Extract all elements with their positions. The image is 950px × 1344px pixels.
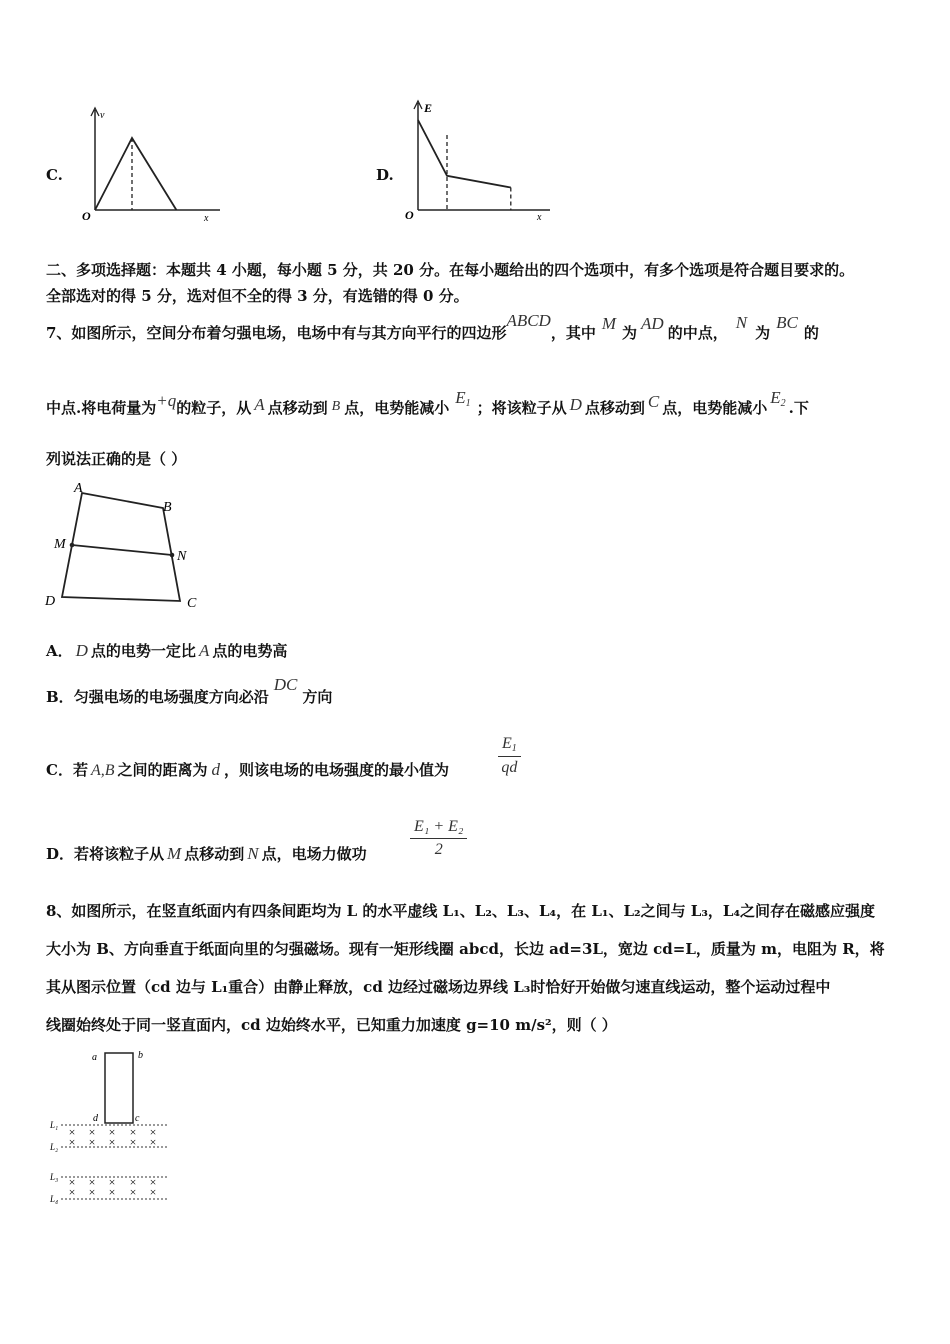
graph-d-origin: O [405,208,414,222]
label-l4: L₄ [50,1194,59,1204]
q7-option-d [46,843,367,865]
q7-text: 点移动到 [584,399,645,417]
label-coil-b: b [138,1050,143,1061]
math-abcd: ABCD [506,311,551,330]
label-d: D [45,594,56,609]
frac-den: qd [501,759,518,776]
q7-text: 点，电势能减小 [344,399,450,417]
math-m: M [601,314,617,333]
point-n [170,553,175,558]
q7-text: 的 [803,324,819,342]
field-cross-icon: × [129,1135,137,1149]
math-n: N [247,844,259,863]
q7-text: 为 [622,324,638,342]
field-cross-icon: × [108,1185,116,1199]
q7-text: 中点.将电荷量为 [46,399,157,417]
label-n: N [177,549,187,564]
math-c: C [647,392,660,411]
option-text: 点的电势一定比 [90,642,196,660]
math-bc: BC [776,313,798,332]
graph-c-series-line [95,138,176,210]
math-n: N [735,313,748,332]
label-l3: L₃ [50,1172,59,1182]
option-label: C． [46,761,73,779]
q7-text: 点移动到 [267,399,328,417]
field-cross-icon: × [88,1185,96,1199]
section2-line1: 二、多项选择题：本题共 4 小题，每小题 5 分，共 20 分。在每小题给出的四个选项中，有多个选项是符合题目要求的。 [46,261,855,279]
math-d: D [569,395,582,414]
field-cross-icon: × [149,1125,157,1139]
frac-num: E₁ + E₂ [410,818,467,839]
point-m [70,543,75,548]
q8-line4: 线圈始终处于同一竖直面内，cd 边始终水平，已知重力加速度 g=10 m/s²，则（ ） [46,1016,617,1034]
field-cross-icon: × [88,1175,96,1189]
q7-quadrilateral-figure [40,475,215,615]
math-e1-base: E [455,388,466,407]
graph-d-energy-figure [400,95,560,225]
graph-c-y-label: v [100,110,105,121]
option-text: 点，电场力做功 [261,845,367,863]
option-label: B． [46,688,74,706]
label-coil-d: d [93,1113,98,1124]
field-cross-icon: × [149,1175,157,1189]
math-d: D [75,641,88,660]
field-cross-icon: × [108,1175,116,1189]
q7-text: 点，电势能减小 [662,399,768,417]
graph-d-series-line [418,120,511,188]
label-l2: L₂ [50,1142,59,1152]
label-m: M [54,537,66,552]
q7-line3: 列说法正确的是（ ） [46,450,187,468]
option-text: 之间的距离为 [117,761,208,779]
field-cross-icon: × [129,1125,137,1139]
magnetic-field-crosses [69,1125,157,1199]
field-cross-icon: × [149,1135,157,1149]
field-cross-icon: × [68,1175,76,1189]
math-e2-sub: 2 [780,398,786,409]
q7-text: 7、如图所示，空间分布着匀强电场，电场中有与其方向平行的四边形 [46,324,507,342]
q7-text: 的粒子，从 [176,399,252,417]
coil-abcd [105,1053,133,1123]
section2-line2: 全部选对的得 5 分，选对但不全的得 3 分，有选错的得 0 分。 [46,287,469,305]
math-e2 [770,388,785,407]
q7-option-a [46,640,287,662]
option-text: 匀强电场的电场强度方向必沿 [73,688,269,706]
math-q: +q [156,391,177,410]
field-cross-icon: × [129,1185,137,1199]
q8-line3: 其从图示位置（cd 边与 L₁重合）由静止释放，cd 边经过磁场边界线 L₃时恰好开始做匀速直线运动，整个运动过程中 [46,978,831,996]
math-b: B [331,399,341,414]
q7-option-c [46,759,449,782]
option-text: 若 [72,761,88,779]
math-a: A [254,395,265,414]
math-ab: A,B [90,762,115,779]
frac-den: 2 [434,841,443,858]
fraction-e1-over-qd [498,735,521,777]
q8-coil-field-figure [45,1045,185,1205]
frac-num-sub: 1 [511,743,517,754]
label-coil-a: a [92,1052,97,1063]
fraction-e1-plus-e2-over-2 [410,818,467,859]
field-cross-icon: × [129,1175,137,1189]
label-l1: L₁ [50,1120,59,1130]
graph-c-origin: O [82,209,91,223]
q7-text: ，其中 [550,324,596,342]
option-text: 方向 [302,688,333,706]
field-cross-icon: × [149,1185,157,1199]
math-dc: DC [273,675,298,694]
q7-text: ；将该粒子从 [476,399,567,417]
q7-line1 [46,311,819,344]
graph-c-x-label: x [204,213,209,224]
graph-d-x-label: x [537,212,542,223]
option-c-label: C. [46,166,63,184]
segment-mn [72,545,172,555]
q7-option-b [46,675,333,708]
q8-line1: 8、如图所示，在竖直纸面内有四条间距均为 L 的水平虚线 L₁、L₂、L₃、L₄，在 L₁、L₂之间与 L₃，L₄之间存在磁感应强度 [46,902,876,920]
label-c: C [187,596,197,611]
q7-text: 为 [755,324,771,342]
math-e1-sub: 1 [465,398,471,409]
math-a: A [198,641,210,660]
option-label: D． [46,845,75,863]
field-cross-icon: × [68,1185,76,1199]
graph-d-y-label: E [424,101,433,115]
option-text: 点的电势高 [212,642,288,660]
math-m: M [167,844,182,863]
q7-line2 [46,388,809,425]
option-d-label: D. [376,166,394,184]
math-e2-base: E [770,388,781,407]
option-label: A． [46,642,73,660]
field-cross-icon: × [68,1135,76,1149]
q7-text: 的中点， [667,324,728,342]
option-text: ，则该电场的电场强度的最小值为 [224,761,450,779]
q8-line2: 大小为 B、方向垂直于纸面向里的匀强磁场。现有一矩形线圈 abcd，长边 ad=3L，宽边 cd=L，质量为 m，电阻为 R，将 [46,940,885,958]
field-cross-icon: × [88,1125,96,1139]
math-ad: AD [641,314,664,333]
label-b: B [163,500,172,515]
label-a: A [74,481,83,496]
math-e1 [455,388,470,407]
label-coil-c: c [135,1113,140,1124]
field-cross-icon: × [68,1125,76,1139]
option-text: 点移动到 [184,845,245,863]
field-cross-icon: × [108,1135,116,1149]
math-dist-d: d [211,760,221,779]
q7-text: .下 [788,399,809,417]
frac-num: E [502,735,512,752]
graph-c-velocity-figure [75,100,230,225]
field-cross-icon: × [88,1135,96,1149]
field-cross-icon: × [108,1125,116,1139]
option-text: 若将该粒子从 [74,845,165,863]
